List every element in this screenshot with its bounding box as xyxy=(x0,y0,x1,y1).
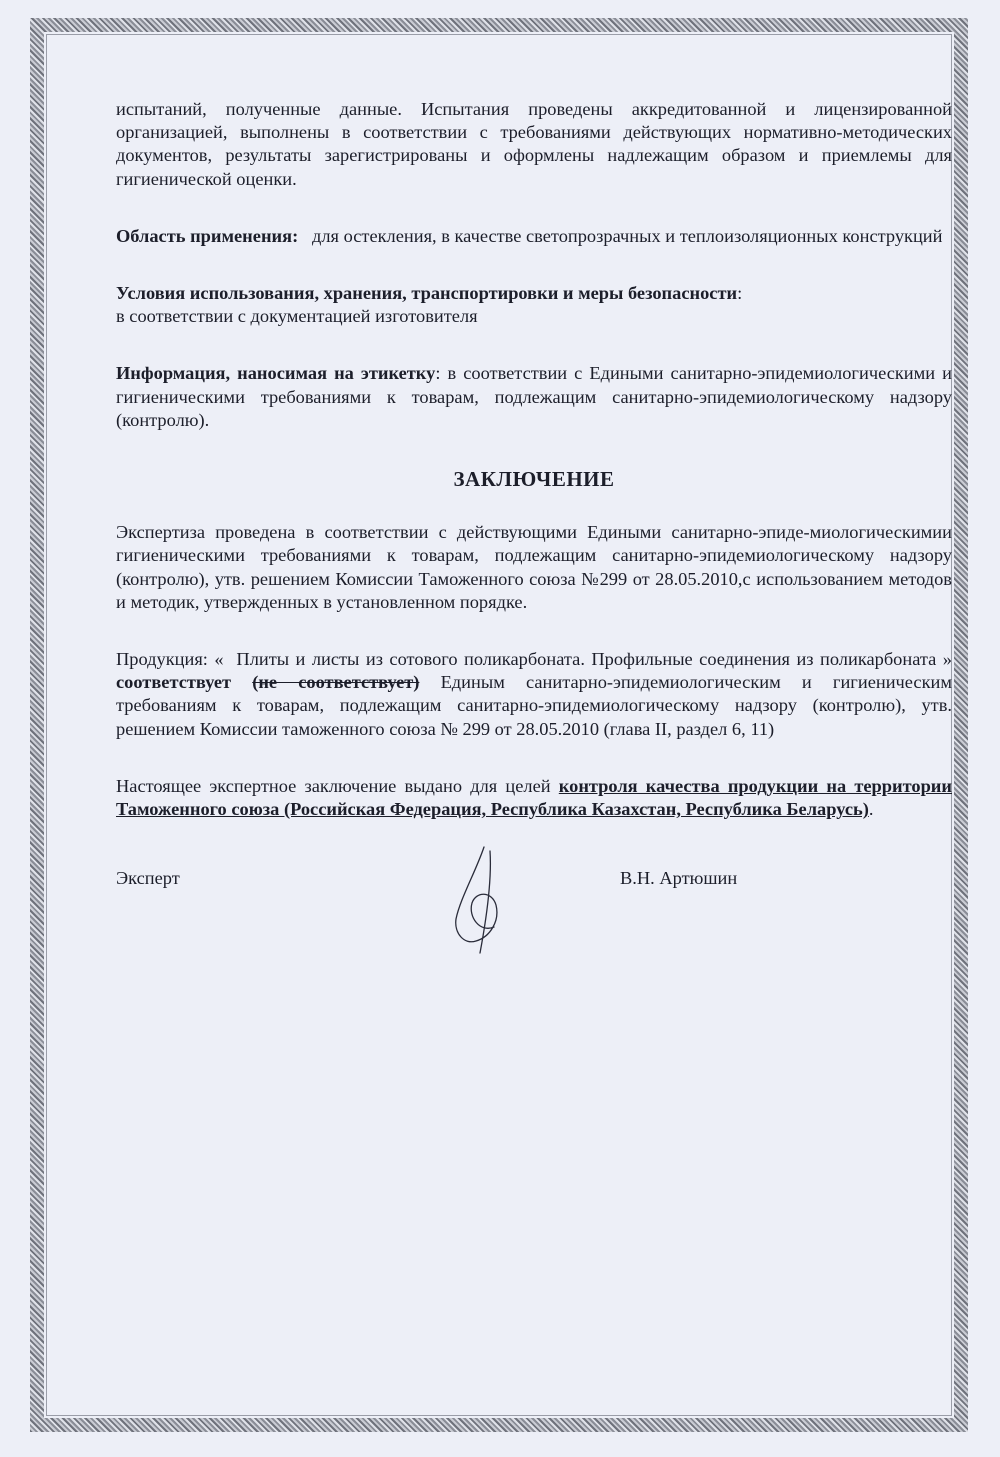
purpose-paragraph xyxy=(116,775,952,821)
label-info-label: Информация, наносимая на этикетку xyxy=(116,363,436,384)
product-close: » xyxy=(942,649,952,670)
expert-name: В.Н. Артюшин xyxy=(620,868,738,889)
purpose-end: . xyxy=(868,799,874,820)
purpose-goal: контроля качества продукции на территории Таможенного союза (Российская Федерация, Республика Казахстан, Республика Беларусь) xyxy=(116,775,952,820)
conditions-label: Условия использования, хранения, транспортировки и меры безопасности xyxy=(116,283,738,304)
scope-label: Область применения: xyxy=(116,225,299,246)
product-rest: Единым санитарно-эпидемиологическим и гигиеническим требованиям к товарам, подлежащим санитарно-эпидемиологическому надзору (контролю), утв. решением Комиссии таможенного союза № 299 от 28.05.2010 (глава II, раздел 6, 11) xyxy=(116,672,952,739)
intro-paragraph: испытаний, полученные данные. Испытания проведены аккредитованной и лицензированной организацией, выполнены в соответствии с требованиями действующих нормативно-методических документов, результаты зарегистрированы и оформлены надлежащим образом и приемлемы для гигиенической оценки. xyxy=(116,99,952,189)
product-paragraph xyxy=(116,648,952,741)
not-complies-text: (не соответствует) xyxy=(252,672,420,693)
product-prefix: Продукция: « xyxy=(116,649,224,670)
purpose-text: Настоящее экспертное заключение выдано для целей xyxy=(116,775,551,796)
conditions-paragraph: Условия использования, хранения, транспортировки и меры безопасности: в соответствии с документацией изготовителя xyxy=(116,283,743,327)
expertise-paragraph: Экспертиза проведена в соответствии с действующими Едиными санитарно-эпиде-миологическимии гигиеническими требованиями к товарам, подлежащим санитарно-эпидемиологическому надзору (контролю), утв. решением Комиссии Таможенного союза №299 от 28.05.2010,с использованием методов и методик, утвержденных в установленном порядке. xyxy=(116,522,952,612)
product-name: Плиты и листы из сотового поликарбоната. Профильные соединения из поликарбоната xyxy=(236,649,937,670)
scope-text: для остекления, в качестве светопрозрачных и теплоизоляционных конструкций xyxy=(312,225,943,246)
document-body xyxy=(116,98,952,977)
expert-label: Эксперт xyxy=(116,868,180,889)
conditions-text: в соответствии с документацией изготовителя xyxy=(116,306,478,327)
conclusion-title: ЗАКЛЮЧЕНИЕ xyxy=(453,467,615,492)
scope-paragraph xyxy=(116,225,952,248)
label-info-text: в соответствии с Едиными санитарно-эпидемиологическими и гигиеническими требованиями к товарам, подлежащим санитарно-эпидемиологическому надзору (контролю). xyxy=(116,363,952,430)
complies-text: соответствует xyxy=(116,672,232,693)
handwritten-signature xyxy=(446,841,526,961)
label-info-paragraph: Информация, наносимая на этикетку: в соответствии с Едиными санитарно-эпидемиологическими и гигиеническими требованиями к товарам, подлежащим санитарно-эпидемиологическому надзору (контролю). xyxy=(116,363,952,430)
signature-row xyxy=(116,867,952,977)
